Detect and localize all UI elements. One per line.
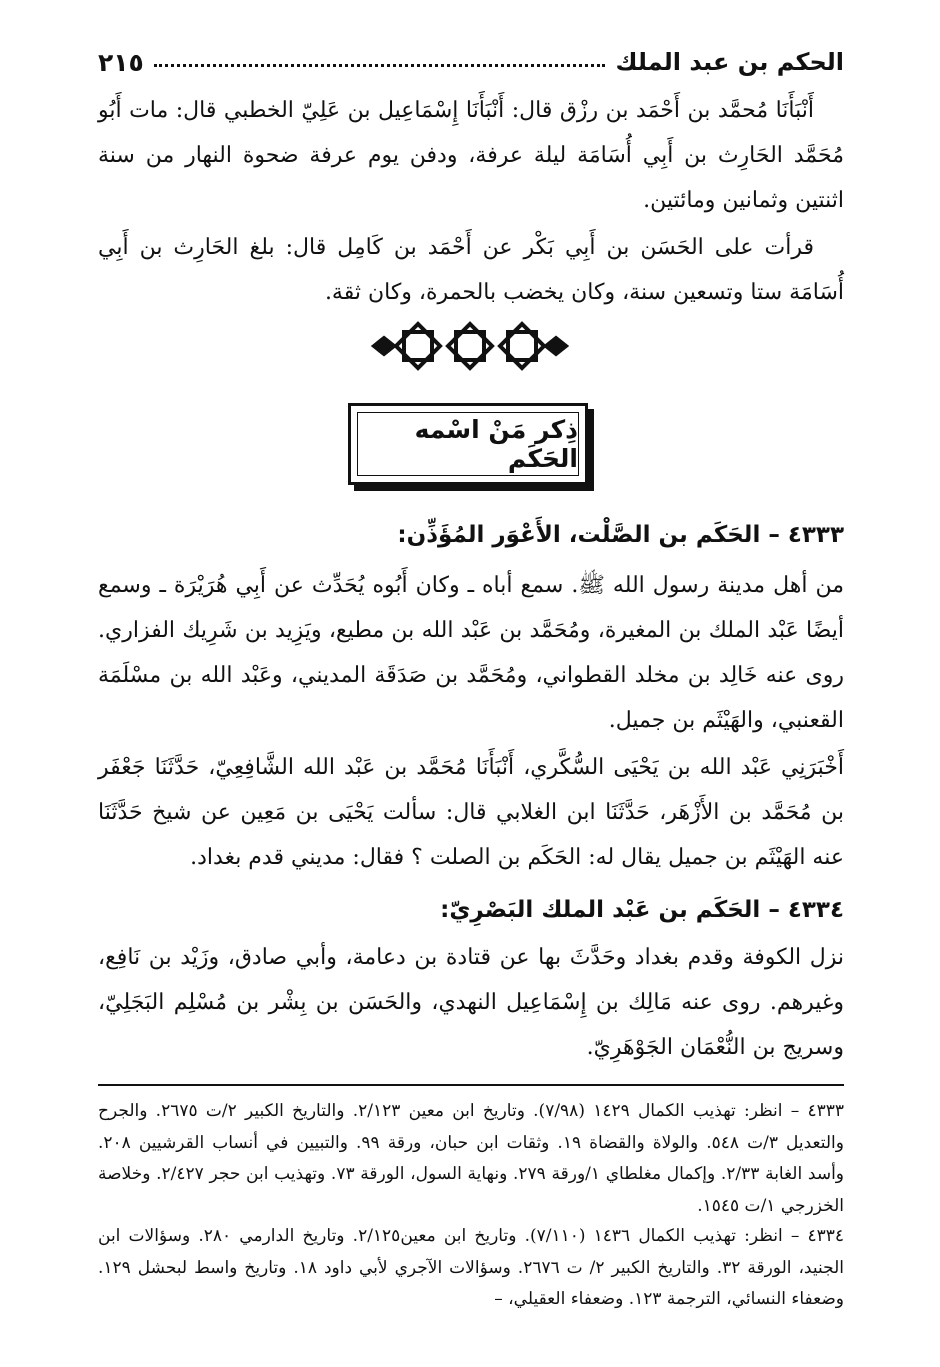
footnote-rule	[98, 1084, 844, 1086]
entry-heading-4334: ٤٣٣٤ – الحَكَم بن عَبْد الملك البَصْرِيّ:	[440, 897, 844, 923]
entry-heading-4333: ٤٣٣٣ – الحَكَم بن الصَّلْت، الأَعْوَر المُؤَذِّن:	[397, 522, 844, 548]
entry-4334-paragraph-1: نزل الكوفة وقدم بغداد وحَدَّثَ بها عن قتادة بن دعامة، وأبي صادق، وزَيْد بن نَافِع، وغيرهم. روى عنه مَالِك بن إِسْمَاعِيل النهدي، والحَسَن بن بِشْر بن مُسْلِم البَجَلِيّ، وسريج بن النُّعْمَان الجَوْهَرِيّ.	[98, 945, 844, 1060]
running-head	[98, 40, 844, 84]
section-title: ذِكر مَنْ اسْمه الحَكَم	[414, 415, 578, 473]
footnote-4333: ٤٣٣٣ – انظر: تهذيب الكمال ١٤٢٩ (٧/٩٨). وتاريخ ابن معين ٢/١٢٣. والتاريخ الكبير ٢/ت ٢٦٧٥. والجرح والتعديل ٣/ت ٥٤٨. والولاة والقضاة ١٩. وثقات ابن حبان، ورقة ٩٩. والتبيين في أنساب القرشيين ٢٠٨. وأسد الغابة ٢/٣٣. وإكمال مغلطاي ١/ورقة ٢٧٩. ونهاية السول، الورقة ٧٣. وتهذيب ابن حجر ٢/٤٢٧. وخلاصة الخزرجي ١/ت ١٥٤٥.	[98, 1101, 845, 1216]
page-number: ٢١٥	[98, 47, 144, 77]
footnote-4334: ٤٣٣٤ – انظر: تهذيب الكمال ١٤٣٦ (٧/١١٠). وتاريخ ابن معين٢/١٢٥. وتاريخ الدارمي ٢٨٠. وسؤالات ابن الجنيد، الورقة ٣٢. والتاريخ الكبير ٢/ ت ٢٦٧٦. وسؤالات الآجري لأبي داود ١٨. وتاريخ واسط لبحشل ١٢٩. وضعفاء النسائي، الترجمة ١٢٣. وضعفاء العقيلي، –	[98, 1226, 845, 1309]
entry-4333-paragraph-1: من أهل مدينة رسول الله ﷺ. سمع أباه ـ وكان أَبُوه يُحَدِّث عن أَبِي هُرَيْرَة ـ وسمع أيضًا عَبْد الملك بن المغيرة، ومُحَمَّد بن عَبْد الله بن مطيع، ويَزِيد بن شَرِيك الفزاري. روى عنه خَالِد بن مخلد القطواني، ومُحَمَّد بن صَدَقَة المديني، وعَبْد الله بن مسْلَمَة القعنبي، والهَيْثَم بن جميل.	[98, 573, 844, 733]
running-title: الحكم بن عبد الملك	[615, 48, 844, 76]
dotted-leader	[154, 63, 606, 67]
paragraph-1: أَنْبَأَنَا مُحمَّد بن أَحْمَد بن رزْق قال: أَنْبَأَنَا إِسْمَاعِيل بن عَلِيّ الخطبي قال: مات أَبُو مُحَمَّد الحَارِث بن أَبِي أُسَامَة ليلة عرفة، ودفن يوم عرفة ضحوة النهار من سنة اثنتين وثمانين ومائتين.	[98, 98, 844, 213]
paragraph-2: قرأت على الحَسَن بن أَبِي بَكْر عن أَحْمَد بن كَامِل قال: بلغ الحَارِث بن أَبِي أُسَامَة ستا وتسعين سنة، وكان يخضب بالحمرة، وكان ثقة.	[98, 235, 844, 305]
ornament-divider	[370, 316, 570, 376]
entry-4333-paragraph-2: أَخْبَرَنِي عَبْد الله بن يَحْيَى السُّكَّري، أَنْبَأَنَا مُحَمَّد بن عَبْد الله الشَّافِعِيّ، حَدَّثَنَا جَعْفَر بن مُحَمَّد بن الأَزْهَر، حَدَّثَنَا ابن الغلابي قال: سألت يَحْيَى بن مَعِين عن شيخ حَدَّثَنَا عنه الهَيْثَم بن جميل يقال له: الحَكَم بن الصلت ؟ فقال: مديني قدم بغداد.	[98, 755, 844, 870]
section-title-box	[348, 403, 588, 485]
